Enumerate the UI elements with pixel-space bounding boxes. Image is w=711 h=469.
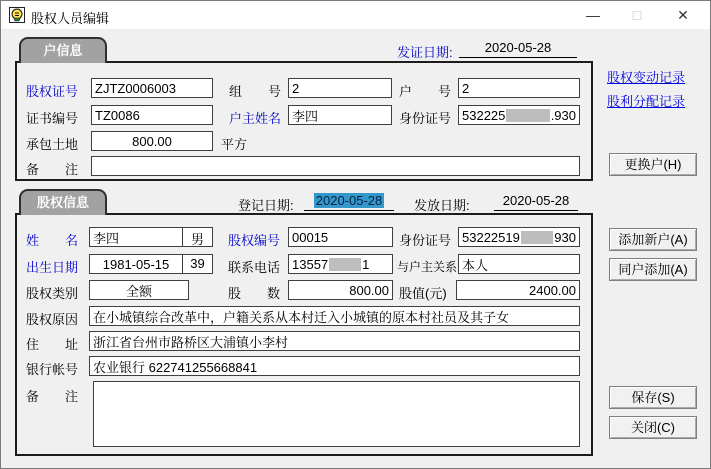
address-label: 住 址 [26,337,79,352]
equity-change-records-link[interactable]: 股权变动记录 [607,70,686,85]
equity-type-input[interactable] [89,280,189,300]
equity-cert-no-label: 股权证号 [26,84,79,99]
head-name-label: 户主姓名 [229,111,282,126]
maximize-button: □ [632,7,642,23]
add-new-household-button[interactable]: 添加新户(A) [609,228,697,251]
equity-reason-input[interactable] [89,306,580,326]
phone-input[interactable] [288,254,393,274]
redaction-block [329,258,361,271]
group-no-input[interactable] [288,78,392,98]
register-date-value[interactable] [304,193,394,211]
tab-household-info[interactable]: 户信息 [19,37,107,63]
close-form-button[interactable]: 关闭(C) [609,416,697,439]
house-no-input[interactable] [458,78,580,98]
add-same-household-button[interactable]: 同户添加(A) [609,258,697,281]
birth-date-label: 出生日期 [26,260,79,275]
birth-date-input[interactable] [89,254,183,274]
grant-date-label: 发放日期: [414,198,470,213]
equity-no-label: 股权编号 [228,233,281,248]
close-button[interactable]: ✕ [677,7,689,23]
grant-date-value[interactable]: 2020-05-28 [494,193,578,211]
person-id-no-label: 身份证号 [399,233,452,248]
change-household-button[interactable]: 更换户(H) [609,153,697,176]
titlebar [1,1,710,29]
person-name-input[interactable] [89,227,183,247]
group-no-label: 组 号 [229,84,282,99]
bank-account-input[interactable] [89,356,580,376]
equity-cert-no-input[interactable] [91,78,213,98]
cert-book-no-input[interactable] [91,105,213,125]
person-id-no-input[interactable] [458,227,580,247]
register-date-label: 登记日期: [238,198,294,213]
id-suffix: 930 [554,229,576,245]
id-prefix: 53222519 [462,229,520,245]
issue-date-label: 发证日期: [397,45,453,60]
bank-account-label: 银行帐号 [26,362,79,377]
household-id-no-label: 身份证号 [399,111,452,126]
phone-suffix: 1 [362,256,370,272]
house-no-label: 户 号 [399,84,452,99]
shares-label: 股 数 [228,286,281,301]
minimize-button[interactable]: — [586,7,600,23]
phone-prefix: 13557 [292,256,329,272]
household-remark-label: 备 注 [26,162,79,177]
land-unit-label: 平方 [221,137,248,152]
household-remark-input[interactable] [91,156,580,176]
id-suffix: .930 [550,107,576,123]
tab-equity-info[interactable]: 股权信息 [19,189,107,215]
share-value-label: 股值(元) [399,286,447,301]
household-id-no-input[interactable] [458,105,580,125]
gender-box[interactable]: 男 [182,227,213,247]
share-value-input[interactable] [456,280,580,300]
relation-input[interactable] [458,254,580,274]
contracted-land-input[interactable] [91,131,213,151]
age-box[interactable]: 39 [182,254,213,274]
relation-label: 与户主关系 [397,260,458,274]
head-name-input[interactable] [288,105,392,125]
selected-text: 2020-05-28 [315,193,383,208]
contracted-land-label: 承包土地 [26,137,79,152]
equity-reason-label: 股权原因 [26,312,79,327]
shares-input[interactable] [288,280,393,300]
issue-date-value[interactable]: 2020-05-28 [459,40,577,58]
dividend-distribution-records-link[interactable]: 股利分配记录 [607,94,686,109]
equity-no-input[interactable] [288,227,393,247]
equity-type-label: 股权类别 [26,286,79,301]
address-input[interactable] [89,331,580,351]
id-prefix: 532225 [462,107,506,123]
redaction-block [521,231,553,244]
app-icon [9,7,25,23]
save-button[interactable]: 保存(S) [609,386,697,409]
person-name-label: 姓 名 [26,233,79,248]
phone-label: 联系电话 [228,260,281,275]
equity-remark-textarea[interactable] [93,381,580,447]
equity-remark-label: 备 注 [26,389,79,404]
cert-book-no-label: 证书编号 [26,111,79,126]
redaction-block [506,109,549,122]
window-title: 股权人员编辑 [31,11,110,26]
